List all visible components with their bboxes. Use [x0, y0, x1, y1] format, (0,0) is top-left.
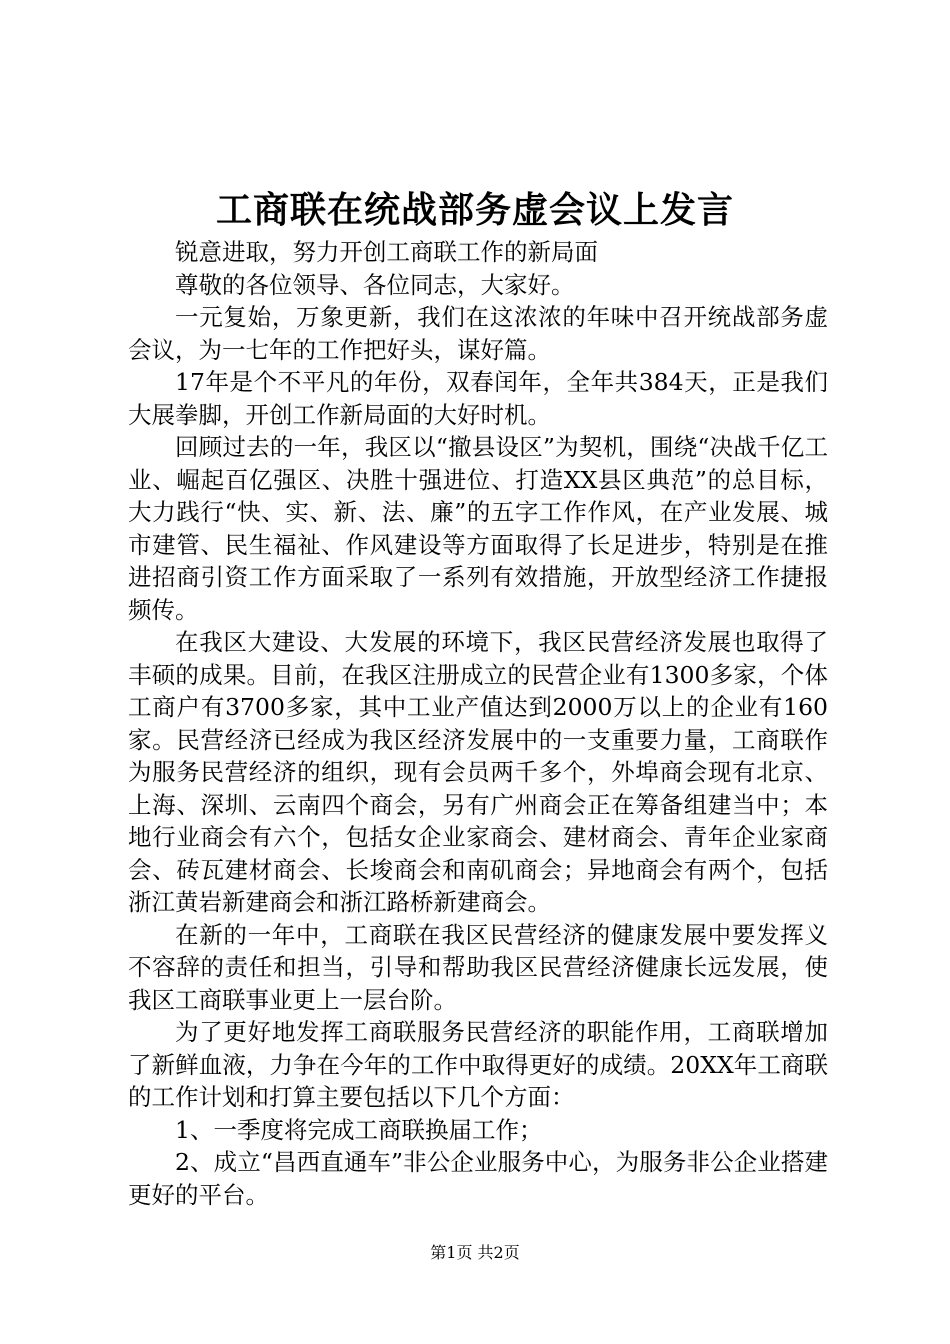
document-title: 工商联在统战部务虚会议上发言: [215, 189, 734, 231]
body-paragraph: 锐意进取，努力开创工商联工作的新局面: [175, 238, 598, 266]
page-number-footer: 第1页 共2页: [430, 1243, 520, 1262]
body-paragraph: 在新的一年中，工商联在我区民营经济的健康发展中要发挥义不容辞的责任和担当，引导和帮助我区民营经济健康长远发展，使我区工商联事业更上一层台阶。: [128, 920, 828, 1014]
body-paragraph: 为了更好地发挥工商联服务民营经济的职能作用，工商联增加了新鲜血液，力争在今年的工作中取得更好的成绩。20XX年工商联的工作计划和打算主要包括以下几个方面：: [128, 1018, 828, 1111]
body-paragraph: 在我区大建设、大发展的环境下，我区民营经济发展也取得了丰硕的成果。目前，在我区注册成立的民营企业有1300多家，个体工商户有3700多家，其中工业产值达到2000万以上的企业有160家。民营经济已经成为我区经济发展中的一支重要力量，工商联作为服务民营经济的组织，现有会员两千多个，外埠商会现有北京、上海、深圳、云南四个商会，另有广州商会正在筹备组建当中；本地行业商会有六个，包括女企业家商会、建材商会、青年企业家商会、砖瓦建材商会、长埈商会和南矶商会；异地商会有两个，包括浙江黄岩新建商会和浙江路桥新建商会。: [128, 628, 828, 916]
document-body: [128, 236, 828, 1211]
body-paragraph: 17年是个不平凡的年份，双春闰年，全年共384天，正是我们大展拳脚，开创工作新局面的大好时机。: [128, 368, 828, 429]
body-paragraph: 一元复始，万象更新，我们在这浓浓的年味中召开统战部务虚会议，为一七年的工作把好头，谋好篇。: [128, 303, 828, 364]
body-paragraph: 1、一季度将完成工商联换届工作；: [175, 1115, 543, 1144]
body-paragraph: 尊敬的各位领导、各位同志，大家好。: [175, 270, 575, 299]
body-paragraph: 回顾过去的一年，我区以“撤县设区”为契机，围绕“决战千亿工业、崛起百亿强区、决胜十强进位、打造XX县区典范”的总目标，大力践行“快、实、新、法、廉”的五字工作作风，在产业发展、城市建管、民生福祉、作风建设等方面取得了长足进步，特别是在推进招商引资工作方面采取了一系列有效措施，开放型经济工作捷报频传。: [128, 433, 828, 624]
body-paragraph: 2、成立“昌西直通车”非公企业服务中心，为服务非公企业搭建更好的平台。: [128, 1148, 828, 1209]
